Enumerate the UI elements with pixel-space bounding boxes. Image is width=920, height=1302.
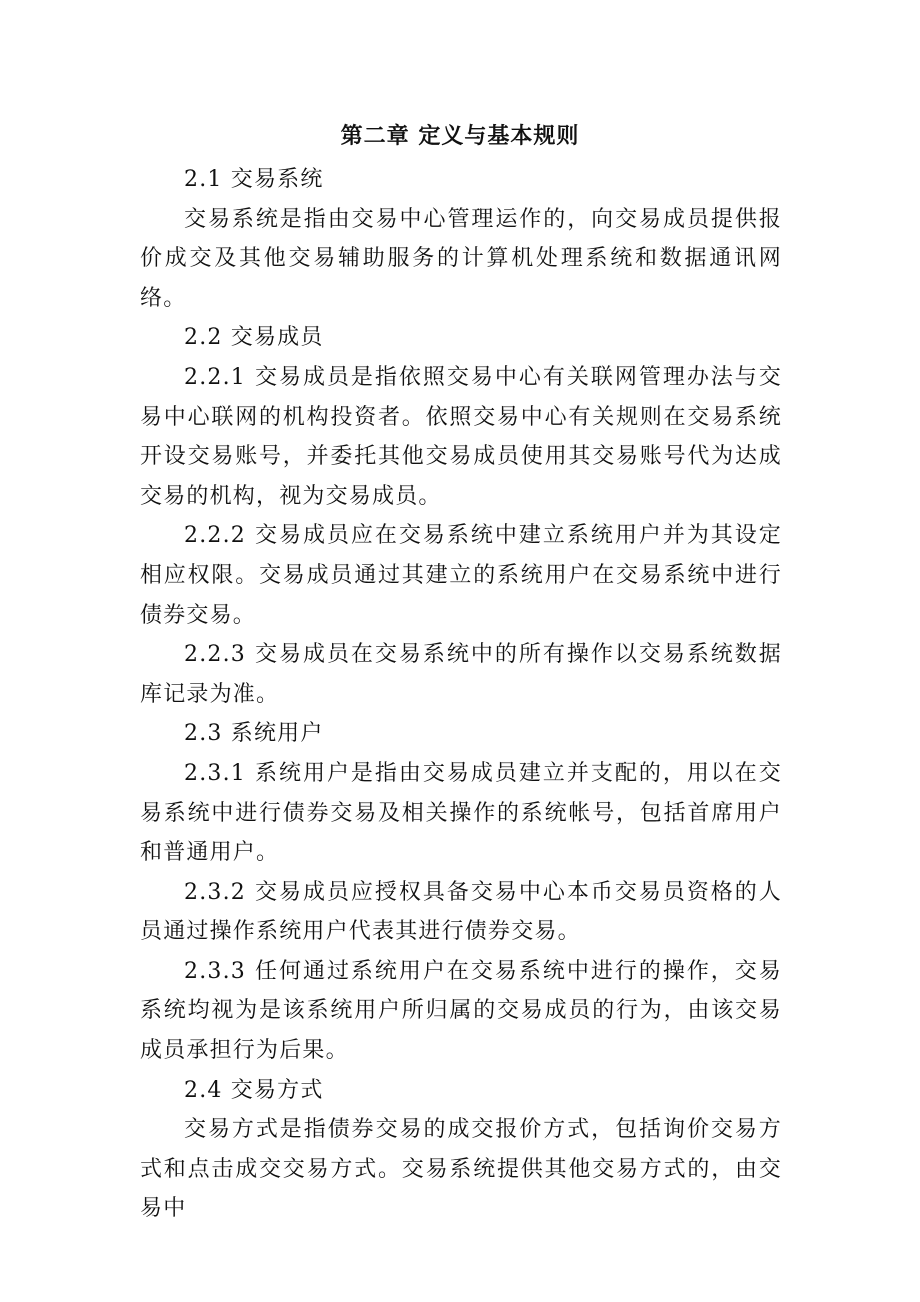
paragraph-2-2-3: 2.2.3 交易成员在交易系统中的所有操作以交易系统数据库记录为准。 xyxy=(140,642,782,707)
paragraph-2-2-1: 2.2.1 交易成员是指依照交易中心有关联网管理办法与交易中心联网的机构投资者。依照交易中心有关规则在交易系统开设交易账号，并委托其他交易成员使用其交易账号代为达成交易的机构，视为交易成员。 xyxy=(140,364,782,509)
paragraph-2-3-2: 2.3.2 交易成员应授权具备交易中心本币交易员资格的人员通过操作系统用户代表其进行债券交易。 xyxy=(140,879,782,945)
section-heading-2-4: 2.4 交易方式 xyxy=(184,1077,324,1103)
paragraph-trading-method: 交易方式是指债券交易的成交报价方式，包括询价交易方式和点击成交交易方式。交易系统提供其他交易方式的，由交易中 xyxy=(140,1117,782,1222)
document-body xyxy=(140,160,782,1229)
section-heading-2-3: 2.3 系统用户 xyxy=(184,721,324,747)
paragraph-2-2-2: 2.2.2 交易成员应在交易系统中建立系统用户并为其设定相应权限。交易成员通过其建立的系统用户在交易系统中进行债券交易。 xyxy=(140,523,782,628)
paragraph-2-3-1: 2.3.1 系统用户是指由交易成员建立并支配的，用以在交易系统中进行债券交易及相关操作的系统帐号，包括首席用户和普通用户。 xyxy=(140,760,782,866)
paragraph-2-3-3: 2.3.3 任何通过系统用户在交易系统中进行的操作，交易系统均视为是该系统用户所归属的交易成员的行为，由该交易成员承担行为后果。 xyxy=(140,958,782,1064)
section-heading-2-1: 2.1 交易系统 xyxy=(184,167,324,192)
chapter-title: 第二章 定义与基本规则 xyxy=(340,123,580,149)
section-heading-2-2: 2.2 交易成员 xyxy=(184,325,324,351)
paragraph-trading-system: 交易系统是指由交易中心管理运作的，向交易成员提供报价成交及其他交易辅助服务的计算机处理系统和数据通讯网络。 xyxy=(140,206,782,311)
